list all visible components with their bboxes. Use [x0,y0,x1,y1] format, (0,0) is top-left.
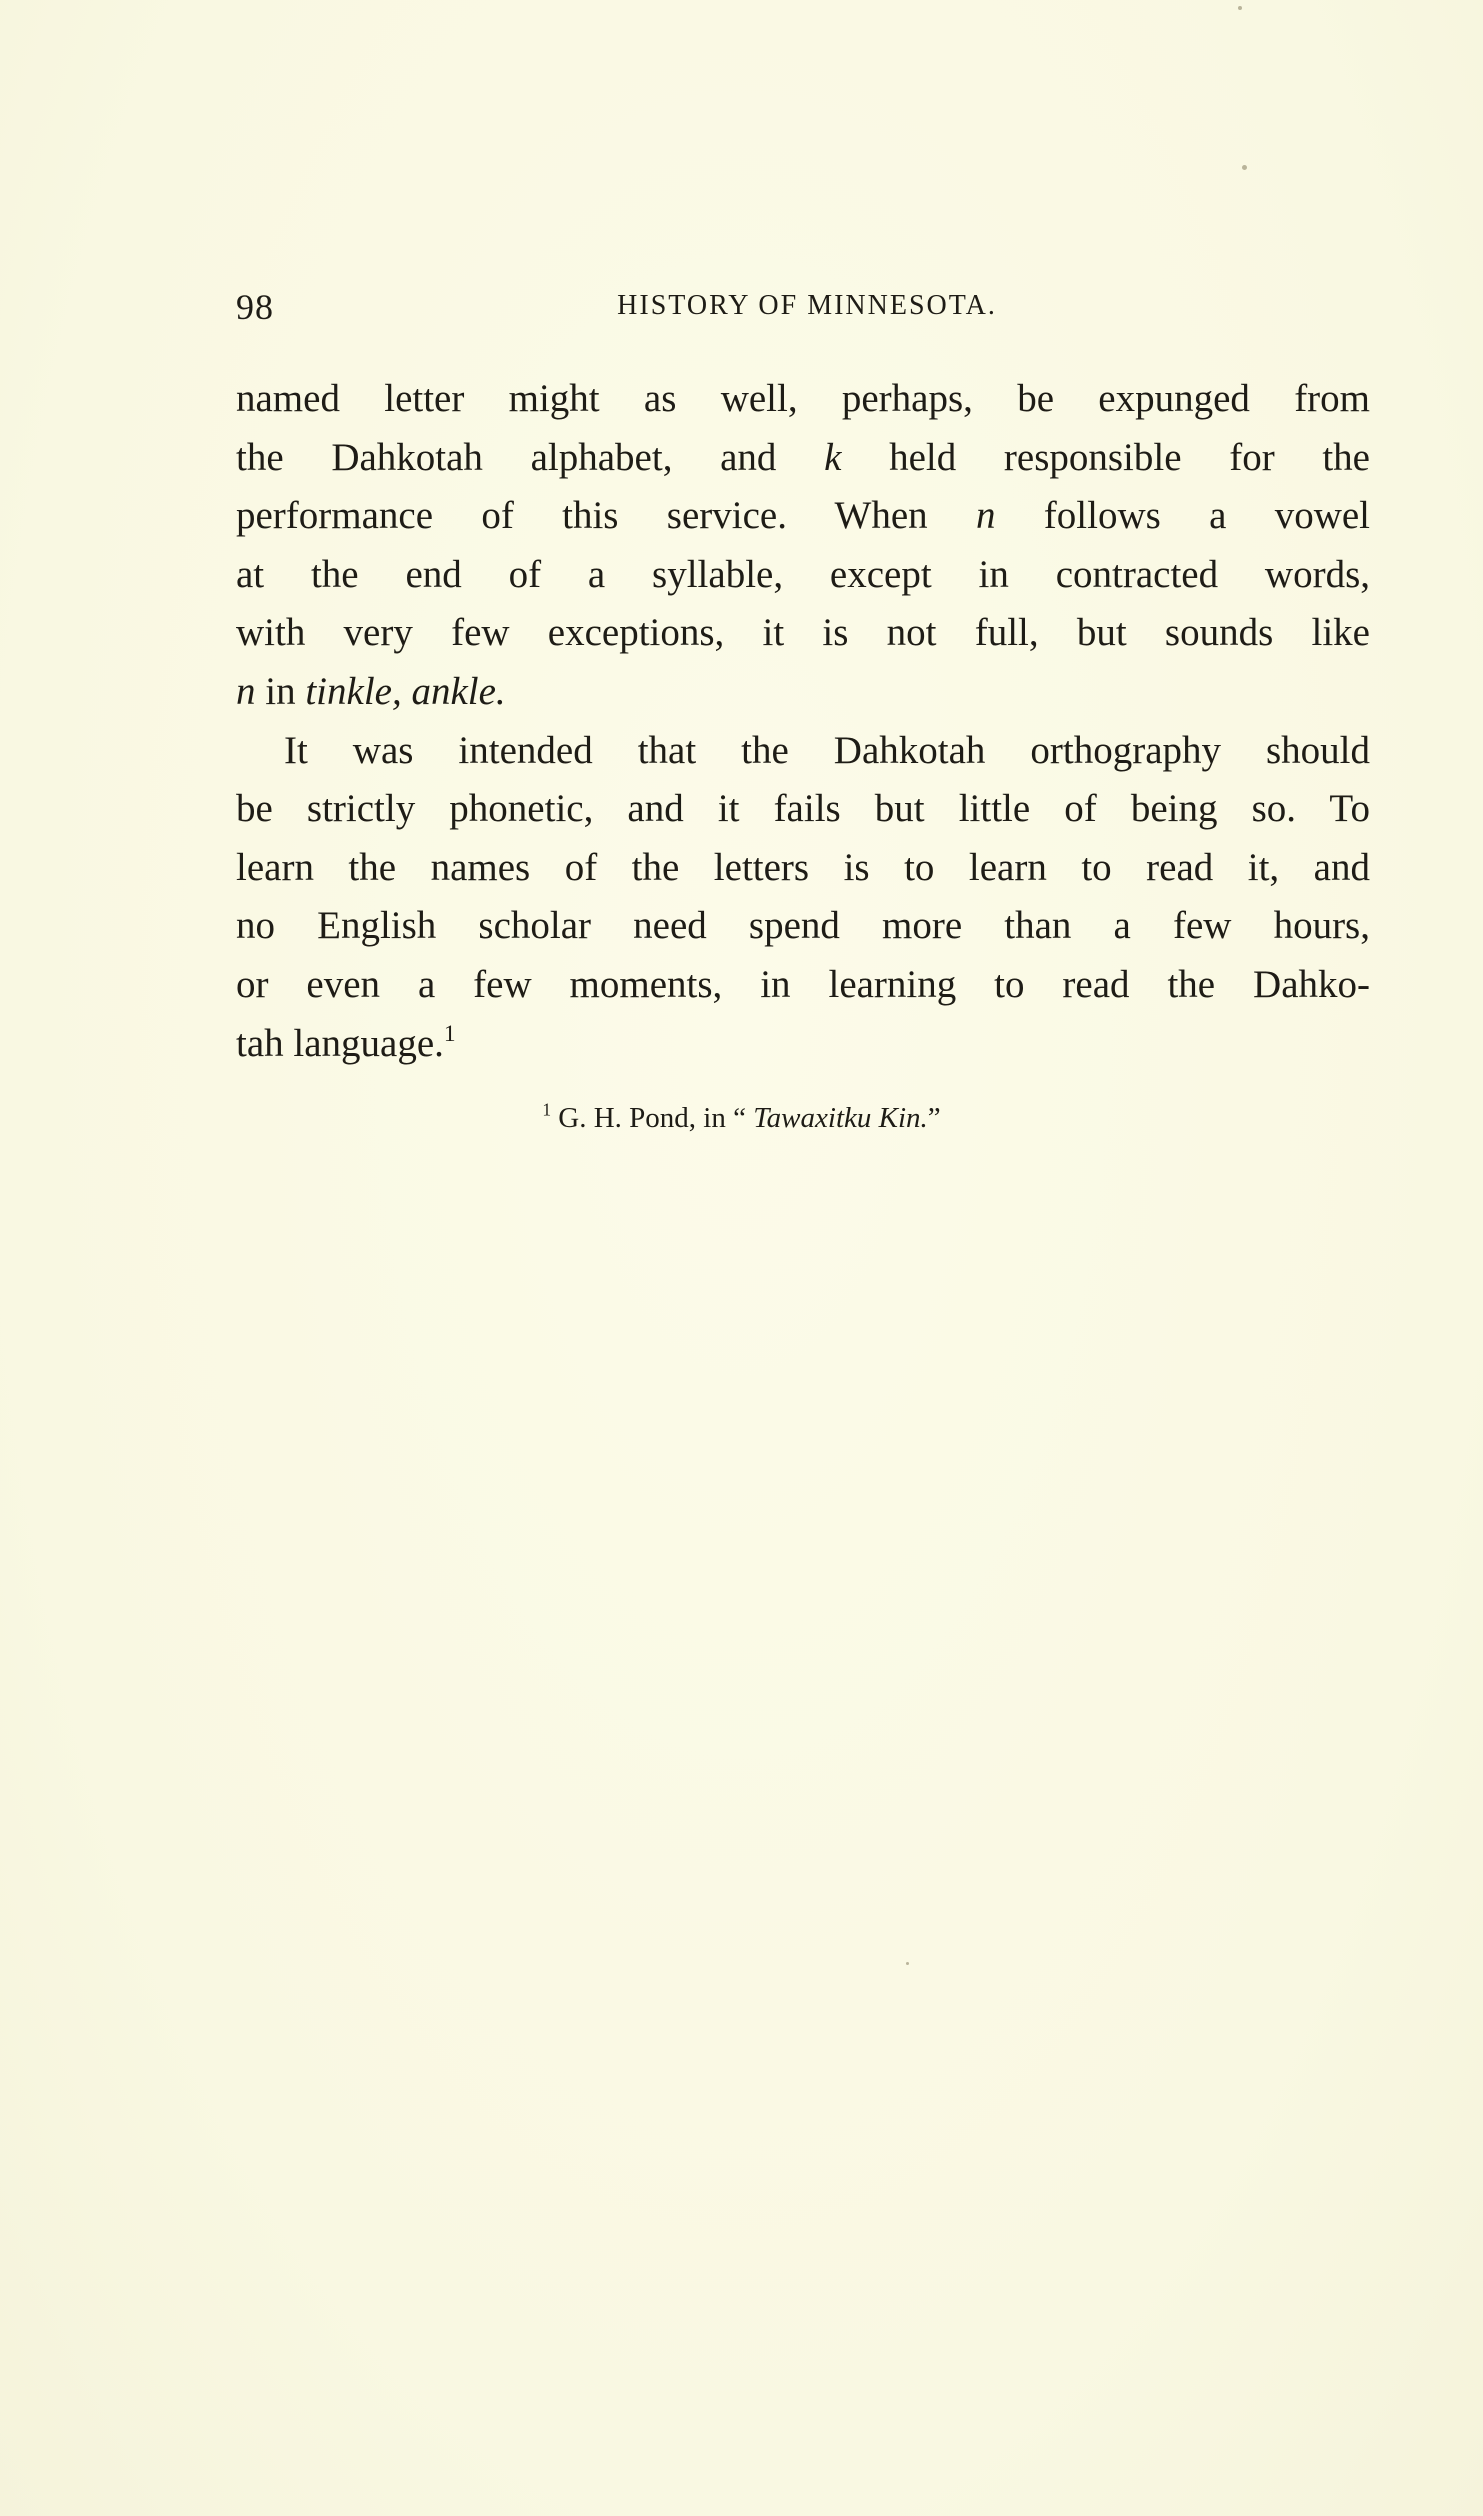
text-line [236,839,1370,898]
paper-speck [1242,165,1247,170]
paragraph-1 [236,370,1370,722]
text-line [236,956,1370,1015]
footnote-reference: 1 [443,1020,456,1047]
footnote [0,1099,1483,1135]
text-span: It was intended that the Dahkotah orthography should [284,728,1370,772]
text-line [236,546,1370,605]
text-span: the Dahkotah alphabet, and [236,435,825,479]
text-line [236,780,1370,839]
running-head [236,286,1378,330]
footnote-title: Tawaxitku Kin. [753,1102,928,1134]
paper-speck [1238,6,1242,10]
text-span: named letter might as well, perhaps, be expunged from [236,377,1370,420]
text-span: follows a vowel [995,494,1371,538]
page-number: 98 [236,287,274,327]
text-line [236,1015,1370,1074]
text-span: learn the names of the letters is to learn to read it, and [236,845,1370,889]
paragraph-2 [236,722,1370,1074]
text-line [236,663,1370,722]
body-text [236,370,1370,1073]
text-line [236,429,1370,488]
text-line [236,370,1370,429]
text-span: no English scholar need spend more than a few hours, [236,904,1370,948]
italic-letter: k [824,435,842,479]
text-span: at the end of a syllable, except in contracted words, [236,552,1370,596]
text-span: tah language. [236,1021,444,1065]
text-span: performance of this service. When [236,494,976,538]
text-span: or even a few moments, in learning to read the Dahko- [236,962,1370,1006]
italic-letter: n [975,494,996,538]
italic-words: tinkle, ankle. [305,669,506,713]
paper-speck [906,1962,909,1965]
footnote-text: G. H. Pond, in “ [551,1102,754,1134]
text-span: held responsible for the [841,435,1370,479]
footnote-text: ” [927,1102,941,1134]
italic-letter: n [236,669,256,713]
text-span: be strictly phonetic, and it fails but little of being so. To [236,787,1370,831]
text-line [236,604,1370,663]
text-line [236,722,1370,781]
text-span: in [255,669,306,713]
running-title: HISTORY OF MINNESOTA. [617,290,997,321]
text-line [236,897,1370,956]
text-line [236,487,1370,546]
text-span: with very few exceptions, it is not full, but sounds like [236,611,1370,655]
footnote-marker: 1 [542,1099,552,1120]
